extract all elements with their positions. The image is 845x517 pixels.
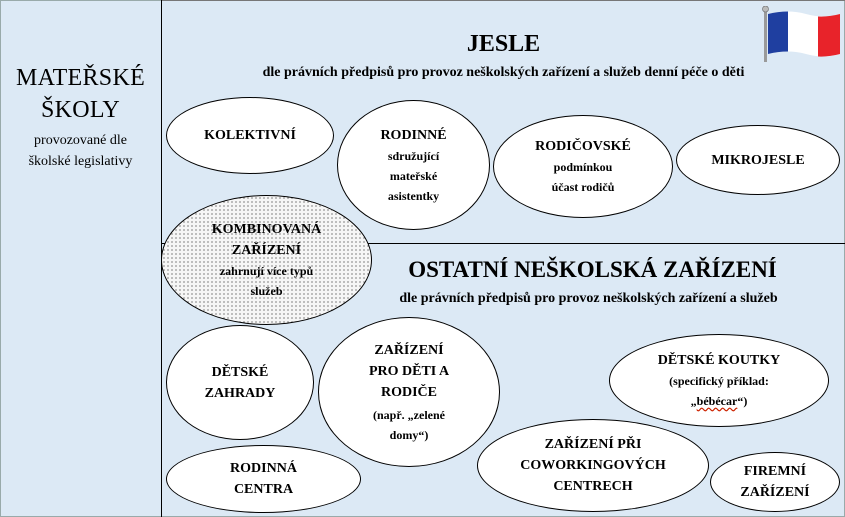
coworking-label-3: CENTRECH xyxy=(553,479,633,494)
firemni-label-1: FIREMNÍ xyxy=(743,464,807,479)
coworking-label-2: COWORKINGOVÝCH xyxy=(520,458,666,473)
mikrojesle-label: MIKROJESLE xyxy=(711,152,805,168)
rodicovske-desc-2: účast rodičů xyxy=(551,180,615,194)
materske-skoly-title-line1: MATEŘSKÉ xyxy=(15,65,146,91)
pro-deti-desc-1: (např. „zelené xyxy=(373,407,445,422)
materske-skoly-subtitle-line1: provozované dle xyxy=(34,133,127,148)
materske-skoly-title-line2: ŠKOLY xyxy=(40,97,121,123)
kombinovana-desc-2: služeb xyxy=(250,284,283,298)
rodinne-desc-3: asistentky xyxy=(387,188,440,203)
rodinne-label: RODINNÉ xyxy=(380,127,447,143)
detske-koutky-node xyxy=(609,334,829,427)
firemni-zarizeni-node xyxy=(710,452,840,512)
ostatni-title: OSTATNÍ NEŠKOLSKÁ ZAŘÍZENÍ xyxy=(408,257,777,282)
rodinne-desc-2: mateřské xyxy=(389,168,438,183)
ostatni-subtitle: dle právních předpisů pro provoz neškolských zařízení a služeb xyxy=(399,291,778,306)
top-border xyxy=(161,0,845,1)
rodicovske-desc-1: podmínkou xyxy=(553,160,613,174)
pro-deti-label-3: RODIČE xyxy=(380,384,437,400)
rodinna-centra-label-2: CENTRA xyxy=(233,482,294,497)
coworking-label-1: ZAŘÍZENÍ PŘI xyxy=(544,437,642,452)
detske-zahrady-label-1: DĚTSKÉ xyxy=(211,364,269,380)
pro-deti-label-2: PRO DĚTI A xyxy=(368,363,450,379)
detske-koutky-label: DĚTSKÉ KOUTKY xyxy=(657,353,781,368)
rodinne-desc-1: sdružující xyxy=(387,148,440,163)
kombinovana-label-2: ZAŘÍZENÍ xyxy=(231,243,302,258)
jesle-subtitle: dle právních předpisů pro provoz neškolských zařízení a služeb denní péče o děti xyxy=(262,65,745,80)
detske-zahrady-label-2: ZAHRADY xyxy=(204,385,276,401)
kombinovana-desc-1: zahrnují více typů xyxy=(219,264,314,278)
mikrojesle-node xyxy=(676,125,840,195)
rodicovske-jesle-node xyxy=(493,115,673,218)
materske-skoly-panel xyxy=(0,62,161,172)
kolektivni-jesle-node xyxy=(166,97,334,174)
bebecar-word: bébécar xyxy=(696,394,738,408)
rodinna-centra-label-1: RODINNÁ xyxy=(230,461,297,476)
materske-skoly-subtitle-line2: školské legislativy xyxy=(28,154,133,169)
jesle-title: JESLE xyxy=(466,31,541,57)
pro-deti-label-1: ZAŘÍZENÍ xyxy=(374,342,444,358)
pro-deti-desc-2: domy“) xyxy=(389,427,429,442)
firemni-label-2: ZAŘÍZENÍ xyxy=(740,485,810,500)
kombinovana-label-1: KOMBINOVANÁ xyxy=(211,222,322,237)
zarizeni-pro-deti-a-rodice-node xyxy=(318,317,500,467)
rodinne-jesle-node xyxy=(337,100,490,230)
detske-koutky-desc-2 xyxy=(691,391,748,411)
kolektivni-label: KOLEKTIVNÍ xyxy=(204,128,296,143)
detske-zahrady-node xyxy=(166,325,314,440)
coworking-zarizeni-node xyxy=(477,419,709,512)
detske-koutky-desc-1: (specifický příklad: xyxy=(669,374,769,388)
rodinna-centra-node xyxy=(166,445,361,513)
quote-open: „ xyxy=(690,394,697,408)
rodicovske-label: RODIČOVSKÉ xyxy=(535,139,631,154)
french-flag-icon xyxy=(762,6,842,62)
quote-close: “) xyxy=(737,394,748,408)
